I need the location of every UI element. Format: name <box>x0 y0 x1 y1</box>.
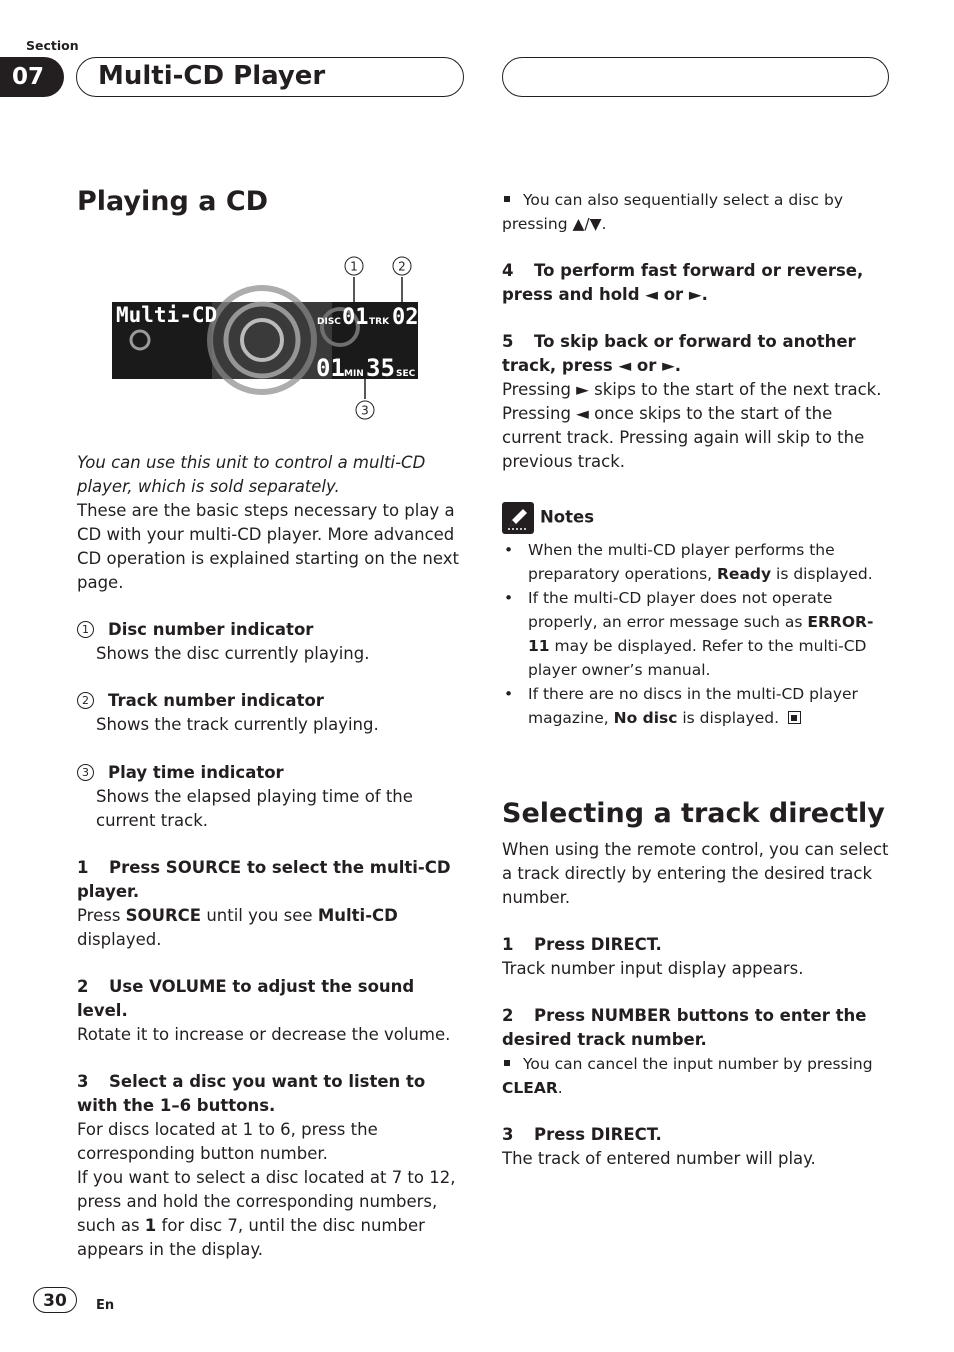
indicator-3-desc: Shows the elapsed playing time of the current track. <box>96 787 413 830</box>
step-1-text-pre: Press <box>77 906 126 925</box>
step-2-number: 2 <box>77 977 89 996</box>
direct-step-2-tip <box>502 1052 890 1100</box>
step-1-text-post: displayed. <box>77 930 162 949</box>
heading-playing-a-cd: Playing a CD <box>77 186 269 217</box>
direct-step-3-number: 3 <box>502 1125 514 1144</box>
step-1-text-mid: until you see <box>201 906 318 925</box>
indicator-3 <box>77 761 462 785</box>
note-2-bold: ERROR-11 <box>528 613 874 655</box>
step-2-title-text: Use VOLUME to adjust the sound level. <box>77 977 415 1020</box>
direct-step-2-tip-bold: CLEAR <box>502 1079 558 1097</box>
lcd-main-text: Multi-CD <box>116 303 218 327</box>
direct-step-2-tip-post: . <box>557 1079 563 1097</box>
lcd-disc-value: 01 <box>342 305 369 330</box>
indicator-2-number: 2 <box>77 692 94 709</box>
lcd-min-value: 01 <box>316 354 345 382</box>
step-5-text: Pressing ► skips to the start of the next track. Pressing ◄ once skips to the start of the current track. Pressing again will skip to the previous track. <box>502 380 882 471</box>
heading-selecting-track: Selecting a track directly <box>502 798 885 829</box>
step-3-number: 3 <box>77 1072 89 1091</box>
note-1: • When the multi-CD player performs the preparatory operations, Ready is displayed. <box>504 541 873 583</box>
note-3: • If there are no discs in the multi-CD player magazine, No disc is displayed. <box>504 685 858 727</box>
indicator-2-title: Track number indicator <box>108 691 324 710</box>
direct-step-3-title-text: Press DIRECT. <box>534 1125 662 1144</box>
notes-header <box>502 502 890 534</box>
notes-pencil-icon <box>502 502 534 534</box>
tip-disc <box>502 188 890 236</box>
step-4-title-text: To perform fast forward or reverse, press and hold ◄ or ►. <box>502 261 864 304</box>
lcd-sec-label: SEC <box>396 369 416 379</box>
indicator-2 <box>77 689 462 713</box>
direct-step-1-title-text: Press DIRECT. <box>534 935 662 954</box>
lcd-display-illustration <box>112 252 422 424</box>
direct-step-2-tip-pre: You can cancel the input number by pressing <box>523 1055 873 1073</box>
direct-step-1-number: 1 <box>502 935 514 954</box>
callout-1: 1 <box>350 259 358 274</box>
step-1-text <box>77 904 462 952</box>
step-3-text-2-pre: If you want to select a disc located at 7 to 12, press and hold the corresponding numbers, such as <box>77 1168 456 1235</box>
step-5-title <box>502 330 890 378</box>
indicator-3-title: Play time indicator <box>108 763 284 782</box>
intro-italic: You can use this unit to control a multi-CD player, which is sold separately. <box>77 453 426 496</box>
lcd-trk-value: 02 <box>392 305 419 330</box>
step-3-title <box>77 1070 462 1118</box>
section-label: Section <box>26 38 79 53</box>
step-3-text-2-post: for disc 7, until the disc number appears in the display. <box>77 1216 425 1259</box>
step-1-title-text: Press SOURCE to select the multi-CD player. <box>77 858 451 901</box>
intro-2: When using the remote control, you can select a track directly by entering the desired track number. <box>502 840 889 907</box>
tip-disc-text: You can also sequentially select a disc by pressing ▲/▼. <box>502 191 844 233</box>
indicator-1-title: Disc number indicator <box>108 620 314 639</box>
direct-step-2-number: 2 <box>502 1006 514 1025</box>
step-1-source-label: SOURCE <box>125 906 202 925</box>
note-3-post: is displayed. <box>677 709 780 727</box>
step-4-number: 4 <box>502 261 514 280</box>
step-2-text: Rotate it to increase or decrease the volume. <box>77 1025 451 1044</box>
step-2-title <box>77 975 462 1023</box>
callout-3: 3 <box>361 403 369 418</box>
step-4-title <box>502 259 890 307</box>
right-column-text-2 <box>502 838 890 1171</box>
lcd-min-label: MIN <box>344 369 364 379</box>
step-3-text-2-bold: 1 <box>144 1216 157 1235</box>
step-3-title-text: Select a disc you want to listen to with the 1–6 buttons. <box>77 1072 426 1115</box>
left-column-text <box>77 451 462 1262</box>
callout-2: 2 <box>398 259 406 274</box>
indicator-1-desc: Shows the disc currently playing. <box>96 644 370 663</box>
note-1-bold: Ready <box>717 565 772 583</box>
indicator-1-number: 1 <box>77 621 94 638</box>
step-3-text-1: For discs located at 1 to 6, press the corresponding button number. <box>77 1120 378 1163</box>
step-1-number: 1 <box>77 858 89 877</box>
step-1-title <box>77 856 462 904</box>
indicator-3-number: 3 <box>77 764 94 781</box>
note-1-pre: When the multi-CD player performs the preparatory operations, <box>528 541 835 583</box>
direct-step-1-title <box>502 933 890 957</box>
page-number: 30 <box>33 1287 77 1313</box>
intro-text: These are the basic steps necessary to play a CD with your multi-CD player. More advanced CD operation is explained starting on the next page. <box>77 501 459 592</box>
direct-step-1-text: Track number input display appears. <box>502 959 804 978</box>
notes-title: Notes <box>540 507 595 527</box>
direct-step-3-text: The track of entered number will play. <box>502 1149 816 1168</box>
direct-step-2-title-text: Press NUMBER buttons to enter the desired track number. <box>502 1006 867 1049</box>
note-1-post: is displayed. <box>771 565 873 583</box>
note-2: • If the multi-CD player does not operate properly, an error message such as ERROR-11 may be displayed. Refer to the multi-CD player owner’s manual. <box>504 589 874 679</box>
indicator-1 <box>77 618 462 642</box>
lcd-sec-value: 35 <box>366 354 395 382</box>
tip-bullet-icon <box>504 196 510 202</box>
chapter-title: Multi-CD Player <box>98 61 326 91</box>
note-3-bold: No disc <box>613 709 678 727</box>
step-3-text-2 <box>77 1166 462 1262</box>
right-column-text <box>502 188 890 730</box>
step-1-multicd-label: Multi-CD <box>317 906 398 925</box>
language-label: En <box>96 1298 115 1313</box>
indicator-2-desc: Shows the track currently playing. <box>96 715 379 734</box>
lcd-trk-label: TRK <box>369 317 390 327</box>
tip-bullet-icon <box>504 1060 510 1066</box>
note-2-post: may be displayed. Refer to the multi-CD player owner’s manual. <box>528 637 867 679</box>
step-5-title-text: To skip back or forward to another track, press ◄ or ►. <box>502 332 856 375</box>
note-3-pre: If there are no discs in the multi-CD player magazine, <box>528 685 858 727</box>
notes-list <box>502 538 890 730</box>
direct-step-2-title <box>502 1004 890 1052</box>
lcd-disc-label: DISC <box>317 317 341 327</box>
end-mark-icon <box>788 711 801 724</box>
section-number-badge: 07 <box>0 57 64 97</box>
header-blank-frame <box>502 57 889 97</box>
note-2-pre: If the multi-CD player does not operate properly, an error message such as <box>528 589 833 631</box>
direct-step-3-title <box>502 1123 890 1147</box>
step-5-number: 5 <box>502 332 514 351</box>
